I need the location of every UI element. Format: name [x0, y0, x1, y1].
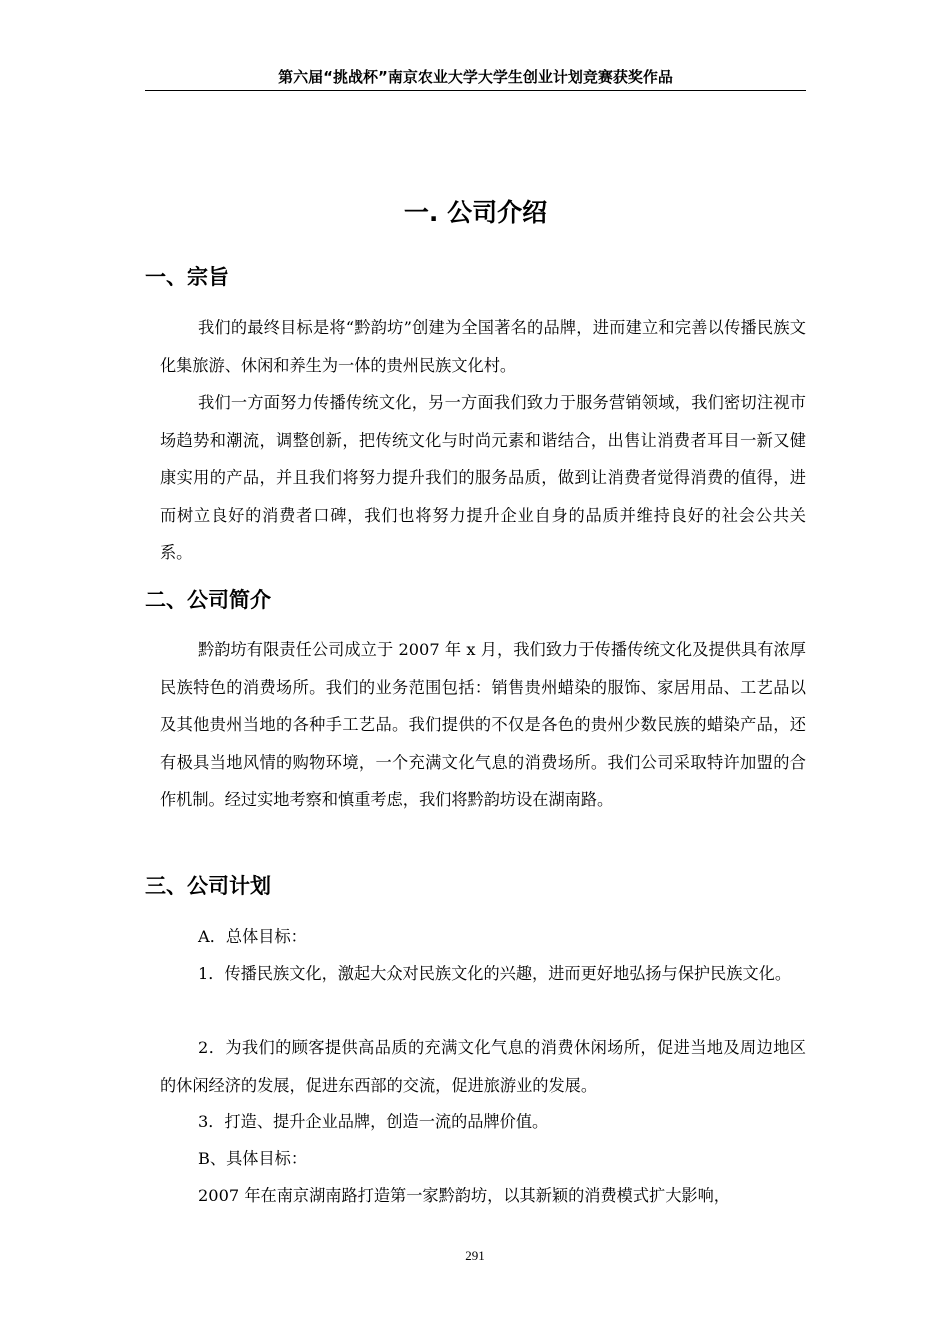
plan-paragraph-goal-2: 2．为我们的顾客提供高品质的充满文化气息的消费休闲场所，促进当地及周边地区的休闲经济的发展，促进东西部的交流，促进旅游业的发展。: [160, 1038, 806, 1095]
page-header: 第六届“挑战杯”南京农业大学大学生创业计划竞赛获奖作品: [145, 66, 806, 91]
plan-paragraph-goal-3: 3．打造、提升企业品牌，创造一流的品牌价值。: [198, 1112, 549, 1131]
section-heading-plan: 三、公司计划: [145, 874, 271, 898]
purpose-paragraph-1: 我们的最终目标是将“黔韵坊”创建为全国著名的品牌，进而建立和完善以传播民族文化集旅游、休闲和养生为一体的贵州民族文化村。: [160, 318, 806, 375]
plan-paragraph-overall-goal: A．总体目标：: [198, 927, 307, 946]
plan-paragraph-specific-goal: B、具体目标：: [198, 1149, 308, 1168]
chapter-title: 一. 公司介绍: [403, 198, 548, 227]
section-heading-profile: 二、公司简介: [145, 588, 271, 612]
purpose-paragraph-2: 我们一方面努力传播传统文化，另一方面我们致力于服务营销领域，我们密切注视市场趋势和潮流，调整创新，把传统文化与时尚元素和谐结合，出售让消费者耳目一新又健康实用的产品，并且我们将努力提升我们的服务品质，做到让消费者觉得消费的值得，进而树立良好的消费者口碑，我们也将努力提升企业自身的品质并维持良好的社会公共关系。: [160, 393, 806, 562]
plan-paragraph-goal-1: 1．传播民族文化，激起大众对民族文化的兴趣，进而更好地弘扬与保护民族文化。: [198, 964, 792, 983]
plan-paragraph-2007: 2007 年在南京湖南路打造第一家黔韵坊，以其新颖的消费模式扩大影响，: [198, 1186, 730, 1205]
section-heading-purpose: 一、宗旨: [145, 265, 229, 289]
page-number: 291: [465, 1248, 485, 1263]
profile-paragraph-1: 黔韵坊有限责任公司成立于 2007 年 x 月，我们致力于传播传统文化及提供具有浓厚民族特色的消费场所。我们的业务范围包括：销售贵州蜡染的服饰、家居用品、工艺品以及其他贵州当地的各种手工艺品。我们提供的不仅是各色的贵州少数民族的蜡染产品，还有极具当地风情的购物环境，一个充满文化气息的消费场所。我们公司采取特许加盟的合作机制。经过实地考察和慎重考虑，我们将黔韵坊设在湖南路。: [160, 640, 806, 809]
